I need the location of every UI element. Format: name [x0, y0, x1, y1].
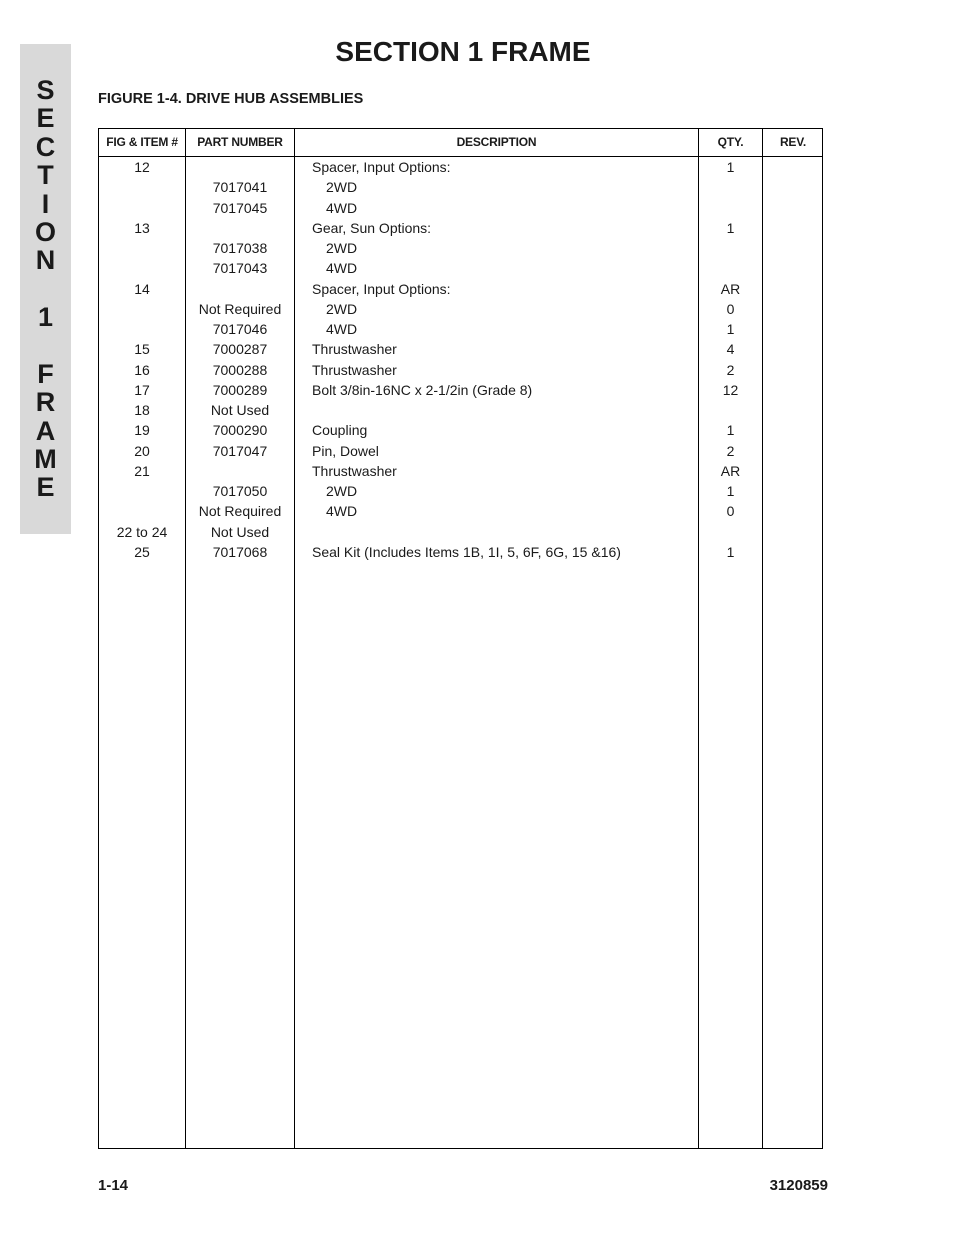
qty-cell: 1	[726, 219, 735, 236]
part-number-cell: 7000290	[212, 422, 268, 439]
description-cell: 2WD	[326, 483, 358, 499]
table-row	[99, 218, 822, 238]
item-number-cell: 25	[134, 543, 150, 560]
table-row	[99, 319, 822, 339]
table-row	[99, 177, 822, 197]
table-row	[99, 481, 822, 501]
item-number-cell: 18	[134, 402, 150, 418]
qty-cell: 4	[726, 341, 735, 358]
description-cell: Seal Kit (Includes Items 1B, 1I, 5, 6F, 6G, 15 &16)	[312, 543, 621, 560]
part-number-cell: Not Used	[210, 402, 270, 418]
column-header-rev: REV.	[779, 135, 807, 149]
qty-cell: 1	[726, 543, 735, 560]
description-cell: Spacer, Input Options:	[312, 159, 451, 175]
part-number-cell: 7017038	[212, 240, 268, 256]
column-header-description: DESCRIPTION	[456, 135, 537, 149]
side-tab-letter: E	[36, 103, 55, 134]
table-row	[99, 380, 822, 400]
description-cell: Gear, Sun Options:	[312, 219, 432, 236]
qty-cell: 1	[726, 483, 735, 499]
part-number-cell: 7017045	[212, 199, 268, 216]
qty-cell: 12	[722, 381, 739, 398]
side-tab-letter: M	[34, 444, 57, 475]
table-row	[99, 258, 822, 278]
table-row	[99, 157, 822, 177]
description-cell: Spacer, Input Options:	[312, 280, 451, 297]
item-number-cell: 21	[134, 462, 150, 479]
description-cell: 4WD	[326, 199, 358, 216]
description-cell: 2WD	[326, 240, 358, 256]
item-number-cell: 20	[134, 442, 150, 459]
part-number-cell: 7017050	[212, 483, 268, 499]
qty-cell: 1	[726, 422, 735, 439]
column-header-item: FIG & ITEM #	[106, 135, 178, 149]
figure-title: FIGURE 1-4. DRIVE HUB ASSEMBLIES	[98, 91, 364, 107]
table-row	[99, 279, 822, 299]
description-cell: Pin, Dowel	[312, 442, 379, 459]
qty-cell: 0	[726, 300, 735, 317]
description-cell: 2WD	[326, 179, 358, 196]
description-cell: 4WD	[326, 503, 358, 520]
qty-cell: 0	[726, 503, 735, 520]
table-row	[99, 441, 822, 461]
description-cell: Coupling	[312, 422, 368, 439]
part-number-cell: 7017046	[212, 321, 268, 337]
part-number-cell: 7017068	[212, 543, 268, 560]
side-tab-letter: E	[36, 472, 55, 503]
part-number-cell: 7000288	[212, 361, 268, 378]
side-tab-letter: I	[41, 188, 50, 219]
part-number-cell: 7000289	[212, 381, 268, 398]
side-tab-letter: O	[34, 216, 56, 247]
part-number-cell: Not Required	[198, 300, 282, 317]
table-row	[99, 198, 822, 218]
side-tab-letter: T	[37, 160, 54, 191]
column-header-part-number: PART NUMBER	[197, 135, 283, 149]
column-header-qty: QTY.	[717, 135, 744, 149]
page-number: 1-14	[98, 1177, 129, 1194]
parts-table	[98, 128, 823, 1149]
side-tab-letter: R	[35, 387, 56, 418]
table-header	[99, 129, 822, 157]
item-number-cell: 15	[134, 341, 150, 358]
description-cell: Thrustwasher	[312, 462, 397, 479]
item-number-cell: 19	[134, 422, 150, 439]
table-row	[99, 339, 822, 359]
side-tab-letter: N	[35, 245, 56, 276]
part-number-cell: 7017047	[212, 442, 268, 459]
part-number-cell: 7017041	[212, 179, 268, 196]
table-row	[99, 501, 822, 521]
item-number-cell: 22 to 24	[116, 523, 168, 540]
description-cell: Bolt 3/8in-16NC x 2-1/2in (Grade 8)	[312, 381, 533, 398]
table-row	[99, 299, 822, 319]
qty-cell: AR	[720, 280, 741, 297]
part-number-cell: 7017043	[212, 260, 268, 277]
side-tab-letter: F	[37, 358, 54, 389]
side-tab-letter: C	[35, 131, 56, 162]
table-row	[99, 400, 822, 420]
page-title: SECTION 1 FRAME	[335, 36, 591, 67]
part-number-cell: Not Used	[210, 523, 270, 540]
side-tab-letter: A	[35, 415, 56, 446]
item-number-cell: 12	[134, 159, 150, 175]
item-number-cell: 13	[134, 219, 150, 236]
description-cell: Thrustwasher	[312, 361, 397, 378]
side-tab-letter: 1	[37, 302, 54, 333]
table-row	[99, 360, 822, 380]
table-row	[99, 522, 822, 542]
description-cell: 4WD	[326, 321, 358, 337]
qty-cell: 2	[726, 361, 735, 378]
qty-cell: 1	[726, 321, 735, 337]
item-number-cell: 16	[134, 361, 150, 378]
qty-cell: 1	[726, 159, 735, 175]
table-row	[99, 542, 822, 562]
part-number-cell: 7000287	[212, 341, 268, 358]
part-number-cell: Not Required	[198, 503, 282, 520]
table-row	[99, 420, 822, 440]
qty-cell: AR	[720, 462, 741, 479]
description-cell: 4WD	[326, 260, 358, 277]
table-row	[99, 461, 822, 481]
table-body	[99, 157, 822, 562]
side-tab-label	[20, 76, 71, 502]
qty-cell: 2	[726, 442, 735, 459]
table-row	[99, 238, 822, 258]
item-number-cell: 17	[134, 381, 150, 398]
item-number-cell: 14	[134, 280, 150, 297]
description-cell: Thrustwasher	[312, 341, 397, 358]
document-number: 3120859	[769, 1177, 828, 1194]
side-tab-letter: S	[36, 75, 55, 105]
description-cell: 2WD	[326, 300, 358, 317]
